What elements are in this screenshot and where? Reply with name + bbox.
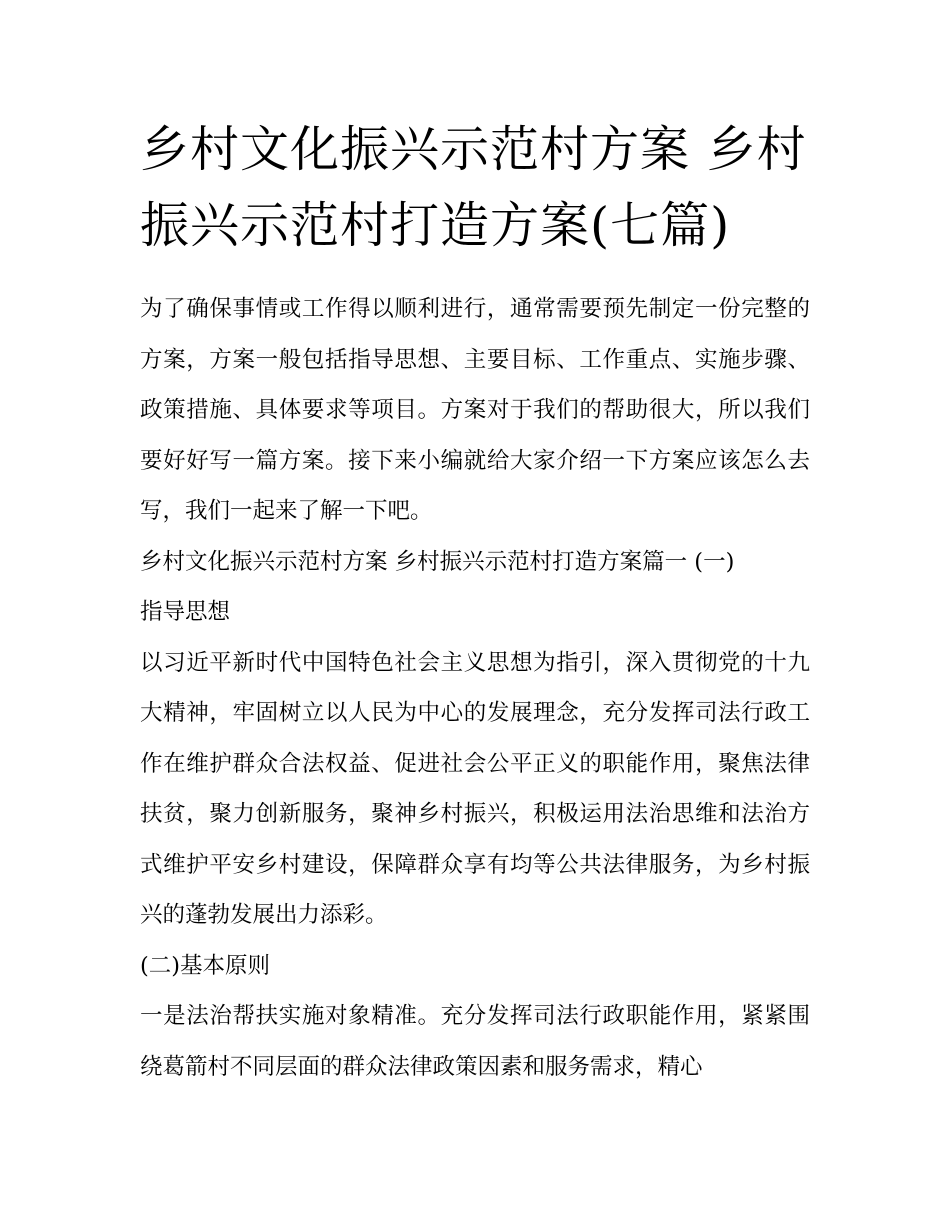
- document-page: [140, 112, 820, 1092]
- document-title: 乡村文化振兴示范村方案 乡村振兴示范村打造方案(七篇): [140, 121, 807, 254]
- basic-principles-paragraph: 一是法治帮扶实施对象精准。充分发挥司法行政职能作用，紧紧围绕葛箭村不同层面的群众法律政策因素和服务需求，精心: [140, 1003, 810, 1080]
- intro-paragraph: 为了确保事情或工作得以顺利进行，通常需要预先制定一份完整的方案，方案一般包括指导思想、主要目标、工作重点、实施步骤、政策措施、具体要求等项目。方案对于我们的帮助很大，所以我们要好好写一篇方案。接下来小编就给大家介绍一下方案应该怎么去写，我们一起来了解一下吧。: [140, 296, 810, 524]
- section-heading-1: 乡村文化振兴示范村方案 乡村振兴示范村打造方案篇一 (一): [140, 548, 735, 575]
- guiding-ideology-paragraph: 以习近平新时代中国特色社会主义思想为指引，深入贯彻党的十九大精神，牢固树立以人民为中心的发展理念，充分发挥司法行政工作在维护群众合法权益、促进社会公平正义的职能作用，聚焦法律扶贫，聚力创新服务，聚神乡村振兴，积极运用法治思维和法治方式维护平安乡村建设，保障群众享有均等公共法律服务，为乡村振兴的蓬勃发展出力添彩。: [140, 649, 810, 928]
- subsection-heading-guiding-ideology: 指导思想: [140, 599, 231, 625]
- subsection-heading-basic-principles: (二)基本原则: [140, 952, 271, 979]
